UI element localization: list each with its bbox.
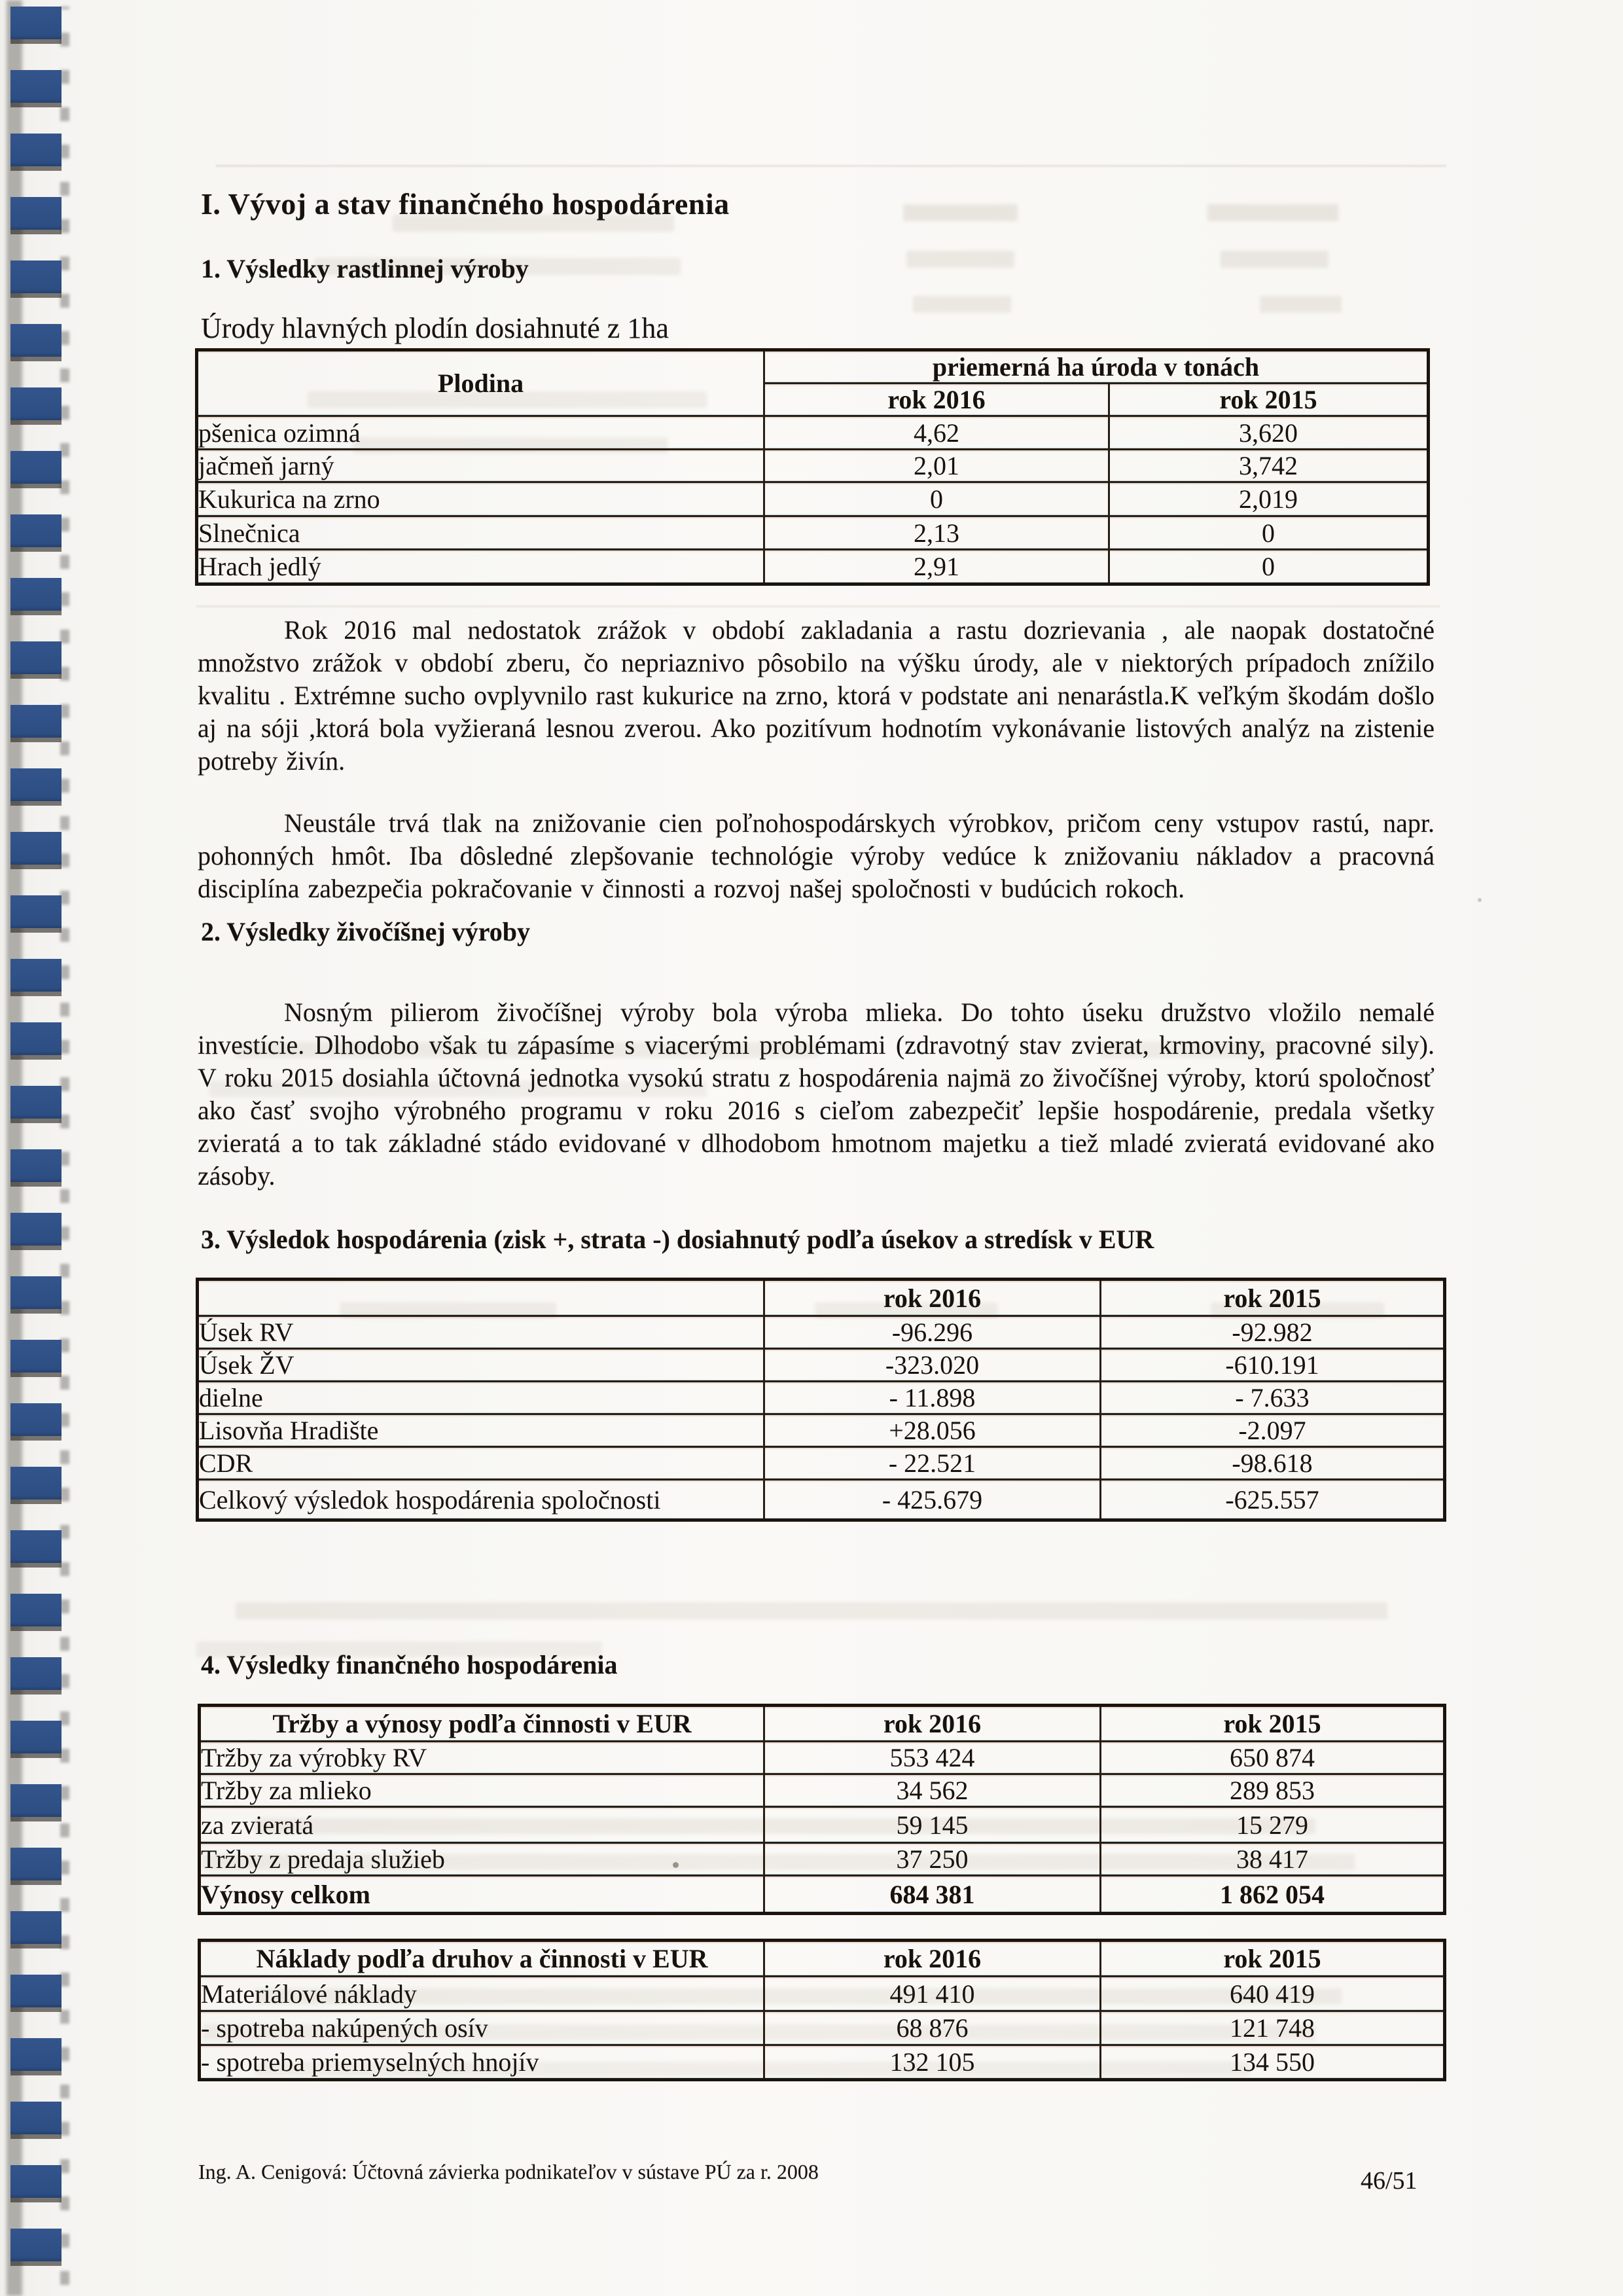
bleedthrough-smudge: [1221, 251, 1329, 268]
cell-2016: 684 381: [764, 1876, 1101, 1914]
cell-2015: 0: [1109, 516, 1429, 550]
table-row: [200, 2045, 1445, 2080]
table-row: [200, 1742, 1445, 1774]
cell-2015: - 7.633: [1101, 1382, 1445, 1414]
cell-2015: 0: [1109, 550, 1429, 584]
bleedthrough-line: [216, 165, 1446, 167]
revenue-table: [198, 1704, 1446, 1915]
cell-2016: - 425.679: [764, 1480, 1101, 1520]
table-row: [200, 1774, 1445, 1807]
row-label: Tržby za výrobky RV: [200, 1742, 764, 1774]
cell-2015: 134 550: [1101, 2045, 1445, 2080]
column-header-empty: [198, 1280, 764, 1316]
cost-table: [198, 1939, 1446, 2081]
cell-2016: +28.056: [764, 1414, 1101, 1447]
cell-2016: 4,62: [764, 416, 1109, 450]
column-header: Plodina: [197, 350, 764, 416]
column-header-2015: rok 2015: [1101, 1941, 1445, 1977]
yield-table-caption: Úrody hlavných plodín dosiahnuté z 1ha: [201, 312, 669, 344]
column-header-2016: rok 2016: [764, 1941, 1101, 1977]
row-label: pšenica ozimná: [197, 416, 764, 450]
column-header-2015: rok 2015: [1109, 384, 1429, 416]
cell-2016: 491 410: [764, 1977, 1101, 2011]
table-row-total: [198, 1480, 1445, 1520]
row-label: Kukurica na zrno: [197, 482, 764, 516]
table-row: [197, 550, 1429, 584]
row-label: Materiálové náklady: [200, 1977, 764, 2011]
table-row: [200, 2011, 1445, 2045]
row-label: jačmeň jarný: [197, 450, 764, 482]
table-row-total: [200, 1876, 1445, 1914]
cell-2016: -323.020: [764, 1349, 1101, 1382]
table-row: [198, 1447, 1445, 1480]
yield-table: [195, 348, 1430, 586]
table-title-cell: Náklady podľa druhov a činnosti v EUR: [200, 1941, 764, 1977]
paragraph-price-pressure: Neustále trvá tlak na znižovanie cien poľnohospodárskych výrobkov, pričom ceny vstupov rastú, napr. pohonných hmôt. Iba dôsledné zlepšovanie technológie výroby vedúce k znižovaniu nákladov a pracovná disciplína zabezpečia pokračovanie v činnosti a rozvoj našej spoločnosti v budúcich rokoch.: [198, 808, 1435, 903]
table-row: [200, 1843, 1445, 1876]
cell-2015: 640 419: [1101, 1977, 1445, 2011]
cell-2016: - 11.898: [764, 1382, 1101, 1414]
row-label: CDR: [198, 1447, 764, 1480]
cell-2016: 2,91: [764, 550, 1109, 584]
cell-2015: 1 862 054: [1101, 1876, 1445, 1914]
table-row: [198, 1349, 1445, 1382]
table-title-cell: Tržby a výnosy podľa činnosti v EUR: [200, 1706, 764, 1742]
row-label: Tržby za mlieko: [200, 1774, 764, 1807]
bleedthrough-line: [196, 605, 1440, 607]
scan-speck: [1478, 898, 1482, 902]
binding-comb-shadow: [60, 7, 69, 2292]
row-label: - spotreba nakúpených osív: [200, 2011, 764, 2045]
column-header-2016: rok 2016: [764, 384, 1109, 416]
row-label: Tržby z predaja služieb: [200, 1843, 764, 1876]
row-label: Lisovňa Hradište: [198, 1414, 764, 1447]
cell-2015: 3,620: [1109, 416, 1429, 450]
bleedthrough-smudge: [236, 1602, 1387, 1619]
row-label: - spotreba priemyselných hnojív: [200, 2045, 764, 2080]
column-header-2015: rok 2015: [1101, 1706, 1445, 1742]
cell-2015: 3,742: [1109, 450, 1429, 482]
cell-2015: -625.557: [1101, 1480, 1445, 1520]
column-group-header: priemerná ha úroda v tonách: [764, 350, 1429, 384]
cell-2016: 0: [764, 482, 1109, 516]
column-header-2016: rok 2016: [764, 1280, 1101, 1316]
column-header-2016: rok 2016: [764, 1706, 1101, 1742]
row-label: Hrach jedlý: [197, 550, 764, 584]
paragraph-animal-production: Nosným pilierom živočíšnej výroby bola výroba mlieka. Do tohto úseku družstvo vložilo nemalé investície. Dlhodobo však tu zápasíme s viacerými problémami (zdravotný stav zvierat, krmoviny, pracovné sily). V roku 2015 dosiahla účtovná jednotka vysokú stratu z hospodárenia najmä zo živočíšnej výroby, ktorú spoločnosť ako časť svojho výrobného programu v roku 2016 s cieľom zabezpečiť lepšie hospodárenie, predala všetky zvieratá a to tak základné stádo evidované v dlhodobom hmotnom majetku a tiež mladé zvieratá evidované ako zásoby.: [198, 997, 1435, 1191]
row-label: Výnosy celkom: [200, 1876, 764, 1914]
row-label: dielne: [198, 1382, 764, 1414]
cell-2016: 34 562: [764, 1774, 1101, 1807]
page-number: 46/51: [1361, 2167, 1418, 2195]
row-label: Celkový výsledok hospodárenia spoločnosti: [198, 1480, 764, 1520]
cell-2016: -96.296: [764, 1316, 1101, 1349]
table-row: [198, 1382, 1445, 1414]
table-row: [198, 1414, 1445, 1447]
cell-2015: 2,019: [1109, 482, 1429, 516]
table-row: [197, 416, 1429, 450]
cell-2015: -610.191: [1101, 1349, 1445, 1382]
page-title: I. Vývoj a stav finančného hospodárenia: [201, 187, 730, 221]
table-row: [200, 1807, 1445, 1843]
table-header-row: [197, 350, 1429, 384]
table-row: [197, 516, 1429, 550]
table-row: [197, 450, 1429, 482]
table-header-row: [200, 1706, 1445, 1742]
bleedthrough-smudge: [913, 296, 1011, 313]
cell-2016: 2,01: [764, 450, 1109, 482]
cell-2015: 650 874: [1101, 1742, 1445, 1774]
section-3-heading: 3. Výsledok hospodárenia (zisk +, strata -) dosiahnutý podľa úsekov a stredísk v EUR: [201, 1225, 1154, 1254]
table-row: [198, 1316, 1445, 1349]
table-row: [200, 1977, 1445, 2011]
row-label: Úsek RV: [198, 1316, 764, 1349]
cell-2016: 37 250: [764, 1843, 1101, 1876]
cell-2016: 132 105: [764, 2045, 1101, 2080]
cell-2016: - 22.521: [764, 1447, 1101, 1480]
cell-2016: 68 876: [764, 2011, 1101, 2045]
cell-2016: 2,13: [764, 516, 1109, 550]
section-4-heading: 4. Výsledky finančného hospodárenia: [201, 1650, 618, 1679]
bleedthrough-smudge: [1207, 204, 1338, 221]
row-label: Slnečnica: [197, 516, 764, 550]
row-label: za zvieratá: [200, 1807, 764, 1843]
cell-2016: 553 424: [764, 1742, 1101, 1774]
cell-2015: 121 748: [1101, 2011, 1445, 2045]
cell-2015: -2.097: [1101, 1414, 1445, 1447]
cell-2015: 15 279: [1101, 1807, 1445, 1843]
binding-comb: [10, 7, 62, 2292]
section-1-heading: 1. Výsledky rastlinnej výroby: [201, 254, 529, 283]
footer-reference: Ing. A. Cenigová: Účtovná závierka podnikateľov v sústave PÚ za r. 2008: [198, 2160, 819, 2183]
cell-2015: -92.982: [1101, 1316, 1445, 1349]
result-table: [196, 1278, 1446, 1522]
cell-2015: -98.618: [1101, 1447, 1445, 1480]
section-2-heading: 2. Výsledky živočíšnej výroby: [201, 917, 530, 946]
table-header-row: [198, 1280, 1445, 1316]
table-header-row: [200, 1941, 1445, 1977]
cell-2015: 38 417: [1101, 1843, 1445, 1876]
paragraph-crop-year: Rok 2016 mal nedostatok zrážok v období zakladania a rastu dozrievania , ale naopak dostatočné množstvo zrážok v období zberu, čo nepriaznivo pôsobilo na výšku úrody, ale v niektorých prípadoch znížilo kvalitu . Extrémne sucho ovplyvnilo rast kukurice na zrno, ktorá v podstate ani nenarástla.K veľkým škodám došlo aj na sóji ,ktorá bola vyžieraná lesnou zverou. Ako pozitívum hodnotím vykonávanie listových analýz na zistenie potreby živín.: [198, 615, 1435, 776]
cell-2016: 59 145: [764, 1807, 1101, 1843]
bleedthrough-smudge: [1260, 296, 1342, 313]
table-row: [197, 482, 1429, 516]
row-label: Úsek ŽV: [198, 1349, 764, 1382]
column-header-2015: rok 2015: [1101, 1280, 1445, 1316]
cell-2015: 289 853: [1101, 1774, 1445, 1807]
